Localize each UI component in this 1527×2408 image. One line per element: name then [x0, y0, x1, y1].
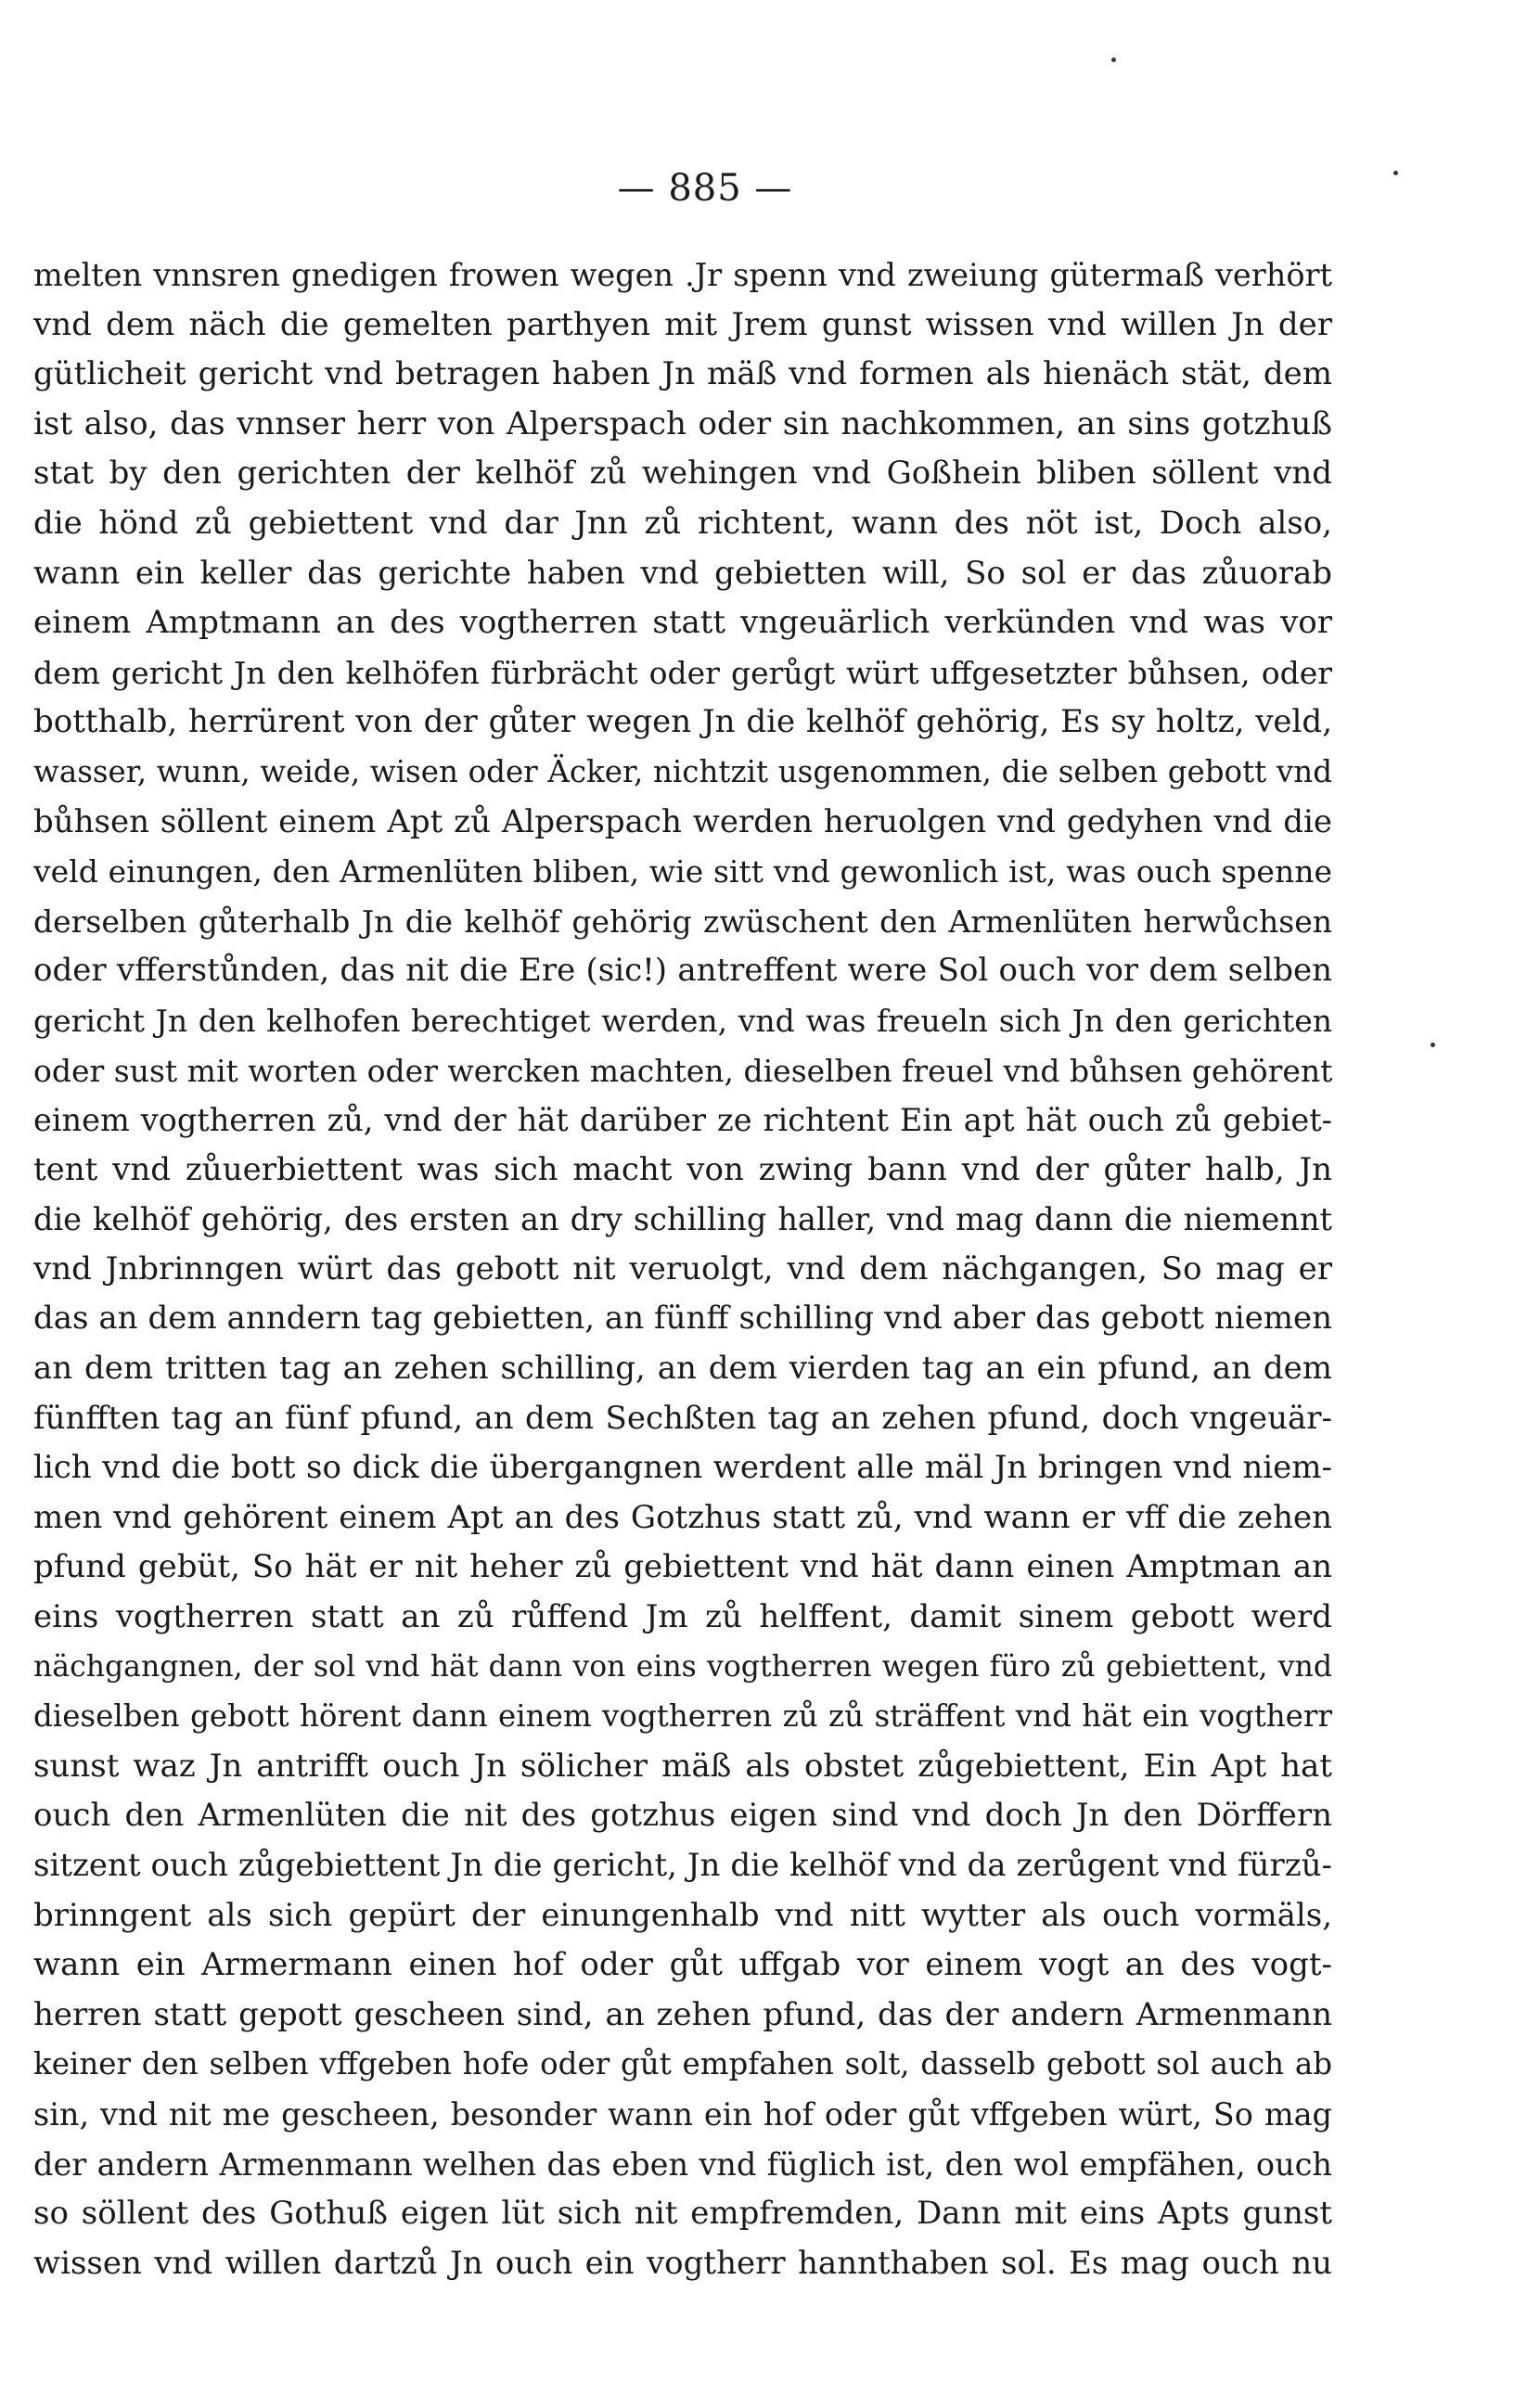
text-line: bůhsen söllent einem Apt zů Alperspach werden heruolgen vnd gedyhen vnd die: [33, 802, 1332, 840]
text-line: dem gericht Jn den kelhöfen fürbrächt oder gerůgt würt uffgesetzter bůhsen, oder: [33, 654, 1332, 691]
text-line: sitzent ouch zůgebiettent Jn die gericht, Jn die kelhöf vnd da zerůgent vnd fürzů-: [33, 1847, 1332, 1884]
text-line: die kelhöf gehörig, des ersten an dry schilling haller, vnd mag dann die niemennt: [33, 1201, 1332, 1238]
text-line: melten vnnsren gnedigen frowen wegen .Jr spenn vnd zweiung gütermaß verhört: [33, 257, 1332, 293]
scan-speck: [1431, 1043, 1435, 1047]
text-line: wann ein keller das gerichte haben vnd gebietten will, So sol er das zůuorab: [33, 554, 1332, 592]
text-line: das an dem anndern tag gebietten, an fünff schilling vnd aber das gebott niemen: [33, 1300, 1332, 1338]
text-line: nächgangnen, der sol vnd hät dann von eins vogtherren wegen füro zů gebiettent, vnd: [33, 1649, 1332, 1684]
text-line: ouch den Armenlüten die nit des gotzhus eigen sind vnd doch Jn den Dörffern: [33, 1797, 1332, 1835]
text-line: vnd Jnbrinngen würt das gebott nit veruolgt, vnd dem nächgangen, So mag er: [33, 1249, 1332, 1287]
text-line: der andern Armenmann welhen das eben vnd füglich ist, den wol empfähen, ouch: [33, 2145, 1332, 2183]
text-line: tent vnd zůuerbiettent was sich macht von zwing bann vnd der gůter halb, Jn: [33, 1150, 1332, 1188]
text-line: lich vnd die bott so dick die übergangnen werdent alle mäl Jn bringen vnd niem-: [33, 1449, 1332, 1487]
text-line: sunst waz Jn antrifft ouch Jn sölicher mäß als obstet zůgebiettent, Ein Apt hat: [33, 1747, 1332, 1785]
text-line: eins vogtherren statt an zů růffend Jm zů helffent, damit sinem gebott werd: [33, 1598, 1332, 1636]
text-line: herren statt gepott gescheen sind, an zehen pfund, das der andern Armenmann: [33, 1995, 1332, 2033]
text-line: gericht Jn den kelhofen berechtiget werden, vnd was freueln sich Jn den gerichten: [33, 1002, 1332, 1039]
text-line: veld einungen, den Armenlüten bliben, wie sitt vnd gewonlich ist, was ouch spenne: [33, 853, 1332, 890]
text-line: die hönd zů gebiettent vnd dar Jnn zů richtent, wann des nöt ist, Doch also,: [33, 504, 1332, 542]
text-line: stat by den gerichten der kelhöf zů wehingen vnd Goßhein bliben söllent vnd: [33, 455, 1332, 493]
body-text: [33, 250, 1332, 2288]
text-line: ist also, das vnnser herr von Alperspach oder sin nachkommen, an sins gotzhuß: [33, 404, 1332, 442]
text-line: keiner den selben vffgeben hofe oder gůt empfahen solt, dasselb gebott sol auch ab: [33, 2046, 1332, 2082]
text-line: wasser, wunn, weide, wisen oder Äcker, nichtzit usgenommen, die selben gebott vnd: [33, 753, 1332, 789]
text-line: oder vfferstůnden, das nit die Ere (sic!) antreffent were Sol ouch vor dem selben: [33, 952, 1332, 990]
text-line: brinngent als sich gepürt der einungenhalb vnd nitt wytter als ouch vormäls,: [33, 1896, 1332, 1934]
text-line: fünfften tag an fünf pfund, an dem Sechßten tag an zehen pfund, doch vngeuär-: [33, 1399, 1332, 1437]
text-line: oder sust mit worten oder wercken machten, dieselben freuel vnd bůhsen gehörent: [33, 1052, 1332, 1089]
text-line: wissen vnd willen dartzů Jn ouch ein vogtherr hannthaben sol. Es mag ouch nu: [33, 2244, 1332, 2282]
page-number: — 885 —: [617, 167, 793, 210]
text-line: gütlicheit gericht vnd betragen haben Jn mäß vnd formen als hienäch stät, dem: [33, 355, 1332, 393]
text-line: einem vogtherren zů, vnd der hät darüber ze richtent Ein apt hät ouch zů gebiet-: [33, 1102, 1332, 1139]
text-line: sin, vnd nit me gescheen, besonder wann ein hof oder gůt vffgeben würt, So mag: [33, 2095, 1332, 2133]
text-line: an dem tritten tag an zehen schilling, an dem vierden tag an ein pfund, an dem: [33, 1350, 1332, 1388]
text-line: vnd dem näch die gemelten parthyen mit Jrem gunst wissen vnd willen Jn der: [33, 305, 1332, 343]
text-line: botthalb, herrürent von der gůter wegen Jn die kelhöf gehörig, Es sy holtz, veld,: [33, 703, 1332, 741]
text-line: derselben gůterhalb Jn die kelhöf gehörig zwüschent den Armenlüten herwůchsen: [33, 903, 1332, 940]
text-line: wann ein Armermann einen hof oder gůt uffgab vor einem vogt an des vogt-: [33, 1946, 1332, 1984]
scan-speck: [1111, 58, 1116, 62]
text-line: men vnd gehörent einem Apt an des Gotzhus statt zů, vnd wann er vff die zehen: [33, 1498, 1332, 1536]
text-line: so söllent des Gothuß eigen lüt sich nit empfremden, Dann mit eins Apts gunst: [33, 2195, 1332, 2233]
scan-speck: [1393, 171, 1398, 175]
text-line: dieselben gebott hörent dann einem vogtherren zů zů sträffent vnd hät ein vogtherr: [33, 1698, 1332, 1735]
text-line: einem Amptmann an des vogtherren statt vngeuärlich verkünden vnd was vor: [33, 604, 1332, 642]
text-line: pfund gebüt, So hät er nit heher zů gebiettent vnd hät dann einen Amptman an: [33, 1548, 1332, 1586]
